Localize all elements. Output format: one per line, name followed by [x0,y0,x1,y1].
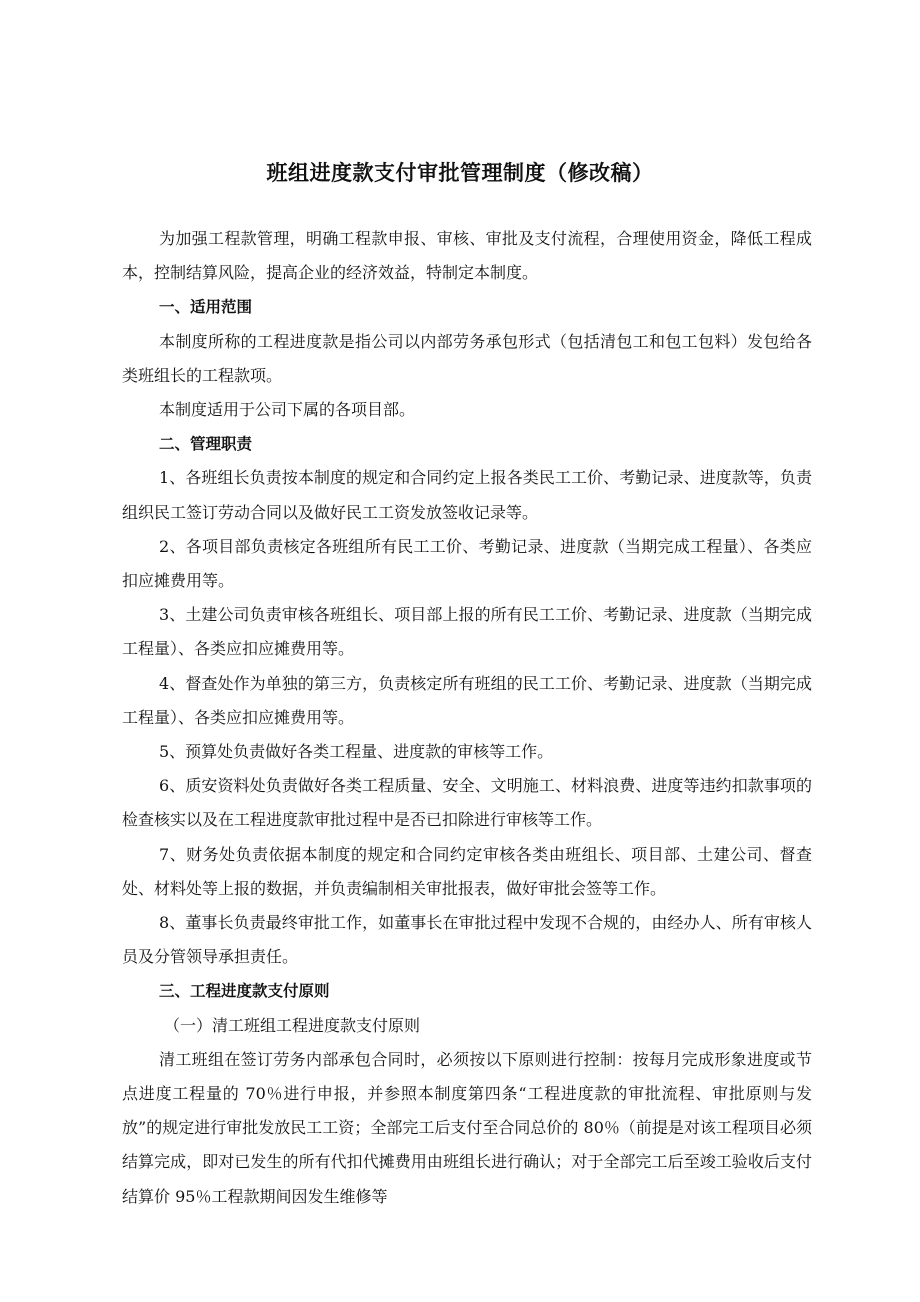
payment-principle-paragraph: 清工班组在签订劳务内部承包合同时，必须按以下原则进行控制：按每月完成形象进度或节点进度工程量的 70％进行申报，并参照本制度第四条“工程进度款的审批流程、审批原则与发放”的规定进行审批发放民工工资；全部完工后支付至合同总价的 80％（前提是对该工程项目必须结算完成，即对已发生的所有代扣代摊费用由班组长进行确认；对于全部完工后至竣工验收后支付结算价 95％工程款期间因发生维修等 [122,1049,812,1206]
section-heading-responsibilities: 二、管理职责 [159,435,253,454]
scope-paragraph-1: 本制度所称的工程进度款是指公司以内部劳务承包形式（包括清包工和包工包料）发包给各类班组长的工程款项。 [122,331,812,385]
document-body [122,222,812,1214]
section-heading-payment-principles: 三、工程进度款支付原则 [159,982,330,1001]
document-title: 班组进度款支付审批管理制度（修改稿） [266,161,654,185]
responsibility-item: 8、董事长负责最终审批工作，如董事长在审批过程中发现不合规的，由经办人、所有审核人员及分管领导承担责任。 [122,913,812,967]
responsibility-item: 7、财务处负责依据本制度的规定和合同约定审核各类由班组长、项目部、土建公司、督查处、材料处等上报的数据，并负责编制相关审批报表，做好审批会签等工作。 [122,844,812,898]
responsibility-item: 5、预算处负责做好各类工程量、进度款的审核等工作。 [159,742,554,762]
responsibility-item: 4、督查处作为单独的第三方，负责核定所有班组的民工工价、考勤记录、进度款（当期完成工程量）、各类应扣应摊费用等。 [122,673,812,727]
section-heading-scope: 一、适用范围 [159,298,253,317]
responsibility-item: 3、土建公司负责审核各班组长、项目部上报的所有民工工价、考勤记录、进度款（当期完成工程量）、各类应扣应摊费用等。 [122,605,812,659]
responsibility-item: 1、各班组长负责按本制度的规定和合同约定上报各类民工工价、考勤记录、进度款等，负责组织民工签订劳动合同以及做好民工工资发放签收记录等。 [122,468,812,522]
subsection-heading-labor-team: （一）清工班组工程进度款支付原则 [164,1015,421,1035]
responsibility-item: 2、各项目部负责核定各班组所有民工工价、考勤记录、进度款（当期完成工程量）、各类应扣应摊费用等。 [122,536,812,591]
intro-paragraph: 为加强工程款管理，明确工程款申报、审核、审批及支付流程，合理使用资金，降低工程成本，控制结算风险，提高企业的经济效益，特制定本制度。 [122,229,812,283]
scope-paragraph-2: 本制度适用于公司下属的各项目部。 [159,400,416,420]
responsibility-item: 6、质安资料处负责做好各类工程质量、安全、文明施工、材料浪费、进度等违约扣款事项的检查核实以及在工程进度款审批过程中是否已扣除进行审核等工作。 [122,776,812,830]
